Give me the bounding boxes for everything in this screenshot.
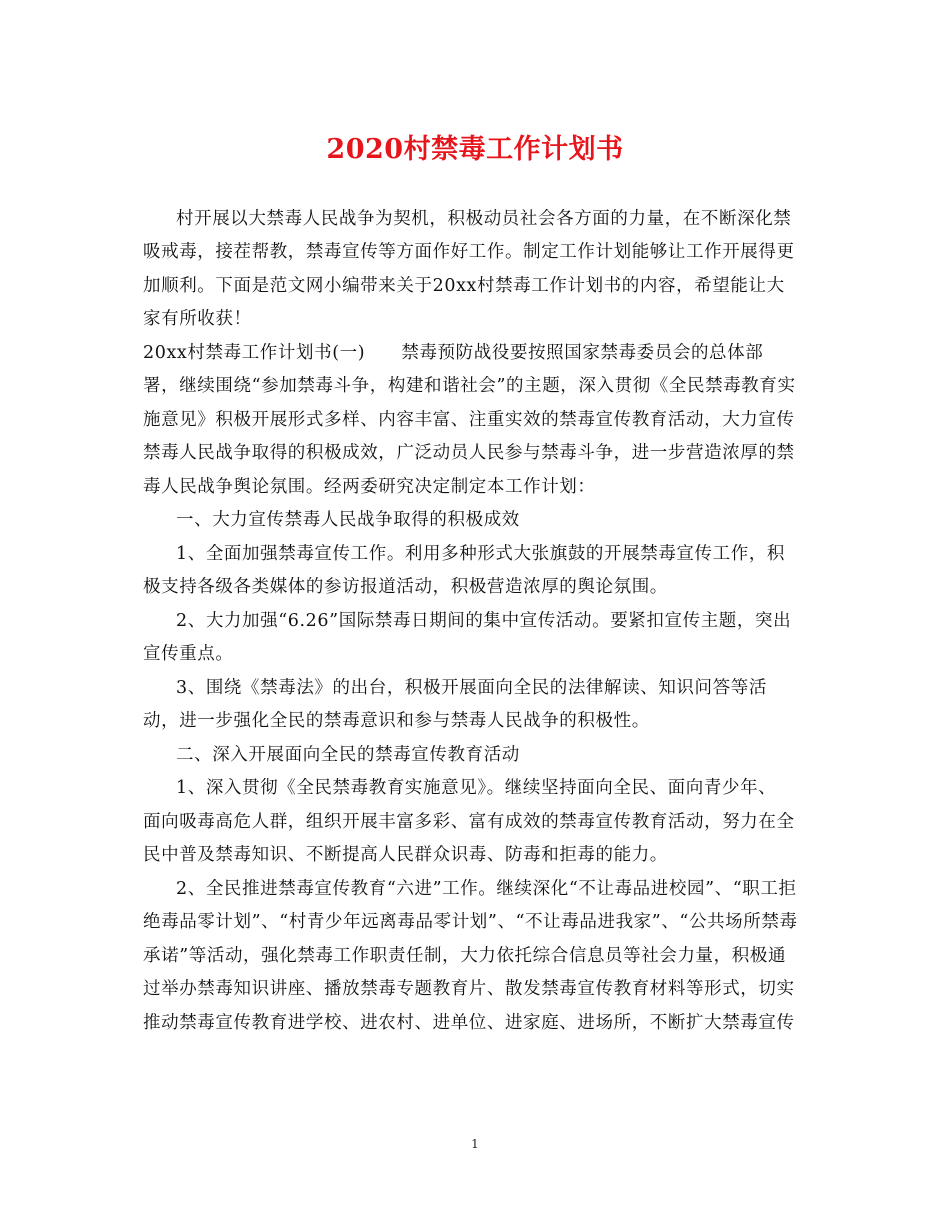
body-line: 署，继续围绕“参加禁毒斗争，构建和谐社会”的主题，深入贯彻《全民禁毒教育实	[143, 376, 796, 396]
body-line: 民中普及禁毒知识、不断提高人民群众识毒、防毒和拒毒的能力。	[143, 845, 668, 865]
body-line: 2、大力加强“6.26”国际禁毒日期间的集中宣传活动。要紧扣宣传主题，突出	[176, 611, 792, 631]
document-title: 2020村禁毒工作计划书	[326, 134, 624, 165]
body-line: 过举办禁毒知识讲座、播放禁毒专题教育片、散发禁毒宣传教育材料等形式，切实	[143, 979, 795, 999]
body-line: 绝毒品零计划”、“村青少年远离毒品零计划”、“不让毒品进我家”、“公共场所禁毒	[143, 912, 798, 932]
body-line: 1、全面加强禁毒宣传工作。利用多种形式大张旗鼓的开展禁毒宣传工作，积	[176, 544, 786, 564]
body-line: 2、全民推进禁毒宣传教育“六进”工作。继续深化“不让毒品进校园”、“职工拒	[176, 879, 797, 899]
body-line: 面向吸毒高危人群，组织开展丰富多彩、富有成效的禁毒宣传教育活动，努力在全	[143, 812, 795, 832]
body-line: 宣传重点。	[143, 644, 234, 664]
body-line: 推动禁毒宣传教育进学校、进农村、进单位、进家庭、进场所，不断扩大禁毒宣传	[143, 1013, 795, 1033]
body-line: 承诺”等活动，强化禁毒工作职责任制，大力依托综合信息员等社会力量，积极通	[143, 946, 787, 966]
section-heading: 二、深入开展面向全民的禁毒宣传教育活动	[176, 745, 520, 765]
body-line: 吸戒毒，接茬帮教，禁毒宣传等方面作好工作。制定工作计划能够让工作开展得更	[143, 242, 795, 262]
page-number: 1	[471, 1137, 479, 1151]
body-line: 施意见》积极开展形式多样、内容丰富、注重实效的禁毒宣传教育活动，大力宣传	[143, 410, 795, 430]
body-line: 3、围绕《禁毒法》的出台，积极开展面向全民的法律解读、知识问答等活	[176, 678, 767, 698]
body-line: 20xx村禁毒工作计划书(一) 禁毒预防战役要按照国家禁毒委员会的总体部	[143, 343, 764, 363]
body-line: 家有所收获！	[143, 309, 252, 329]
body-line: 1、深入贯彻《全民禁毒教育实施意见》。继续坚持面向全民、面向青少年、	[176, 778, 777, 798]
body-line: 动，进一步强化全民的禁毒意识和参与禁毒人民战争的积极性。	[143, 711, 650, 731]
body-line: 毒人民战争舆论氛围。经两委研究决定制定本工作计划：	[143, 477, 596, 497]
body-line: 加顺利。下面是范文网小编带来关于20xx村禁毒工作计划书的内容，希望能让大	[143, 276, 785, 296]
body-line: 禁毒人民战争取得的积极成效，广泛动员人民参与禁毒斗争，进一步营造浓厚的禁	[143, 443, 795, 463]
body-line: 极支持各级各类媒体的参访报道活动，积极营造浓厚的舆论氛围。	[143, 577, 668, 597]
body-line: 村开展以大禁毒人民战争为契机，积极动员社会各方面的力量，在不断深化禁	[176, 209, 792, 229]
section-heading: 一、大力宣传禁毒人民战争取得的积极成效	[176, 510, 520, 530]
